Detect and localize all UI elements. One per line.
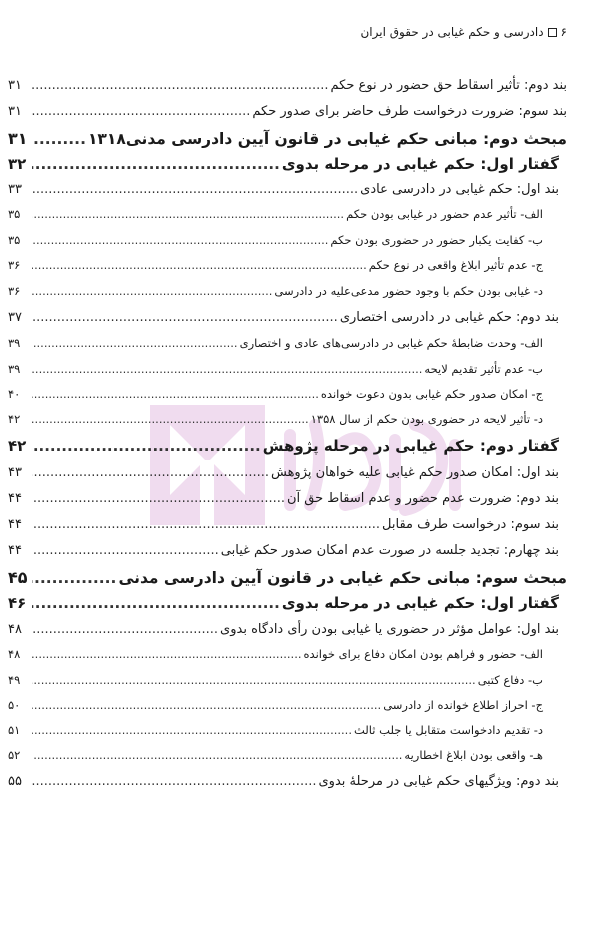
dot-leader xyxy=(32,543,219,558)
toc-entry[interactable] xyxy=(8,491,567,506)
dot-leader xyxy=(32,517,380,532)
toc-entry-sub[interactable] xyxy=(8,233,567,247)
toc-entry-sub[interactable] xyxy=(8,673,567,687)
toc-entry-title: ج- عدم تأثیر ابلاغ واقعی در نوع حکم xyxy=(368,258,543,272)
dot-leader xyxy=(32,207,344,221)
toc-entry[interactable] xyxy=(8,622,567,637)
toc-entry-page: ۳۱ xyxy=(8,104,22,119)
toc-entry-title: بند اول: حکم غیابی در دادرسی عادی xyxy=(360,182,559,197)
toc-entry-sub[interactable] xyxy=(8,284,567,298)
toc-entry-page: ۳۱ xyxy=(8,129,28,148)
toc-entry-title: گفتار اول: حکم غیابی در مرحله بدوی xyxy=(281,594,559,612)
toc-entry-title: گفتار اول: حکم غیابی در مرحله بدوی xyxy=(281,155,559,173)
toc-entry-title: الف- وحدت ضابطهٔ حکم غیابی در دادرسی‌های عادی و اختصاری xyxy=(239,336,543,350)
toc-entry-sub[interactable] xyxy=(8,258,567,272)
toc-entry-sub[interactable] xyxy=(8,207,567,221)
toc-entry-page: ۴۲ xyxy=(8,437,27,455)
toc-entry-title: الف- حضور و فراهم بودن امکان دفاع برای خوانده xyxy=(303,647,543,661)
dot-leader xyxy=(32,362,422,376)
dot-leader xyxy=(32,594,280,612)
header-page-number: ۶ xyxy=(560,25,567,39)
dot-leader xyxy=(32,698,381,712)
dot-leader xyxy=(32,491,285,506)
toc-entry-chapter[interactable] xyxy=(8,437,567,455)
toc-entry-page: ۳۳ xyxy=(8,182,22,197)
dot-leader xyxy=(32,437,261,455)
toc-entry-title: مبحث سوم: مبانی حکم غیابی در قانون آیین دادرسی مدنی xyxy=(118,569,567,587)
toc-entry-sub[interactable] xyxy=(8,336,567,350)
toc-entry-title: بند اول: امکان صدور حکم غیابی علیه خواهان پژوهش xyxy=(271,465,559,480)
toc-entry-page: ۴۶ xyxy=(8,594,27,612)
toc-entry-page: ۴۸ xyxy=(8,622,22,637)
dot-leader xyxy=(32,104,250,119)
toc-entry-page: ۳۷ xyxy=(8,310,22,325)
dot-leader xyxy=(32,233,328,247)
toc-entry-page: ۳۵ xyxy=(8,207,21,221)
toc-entry-title: بند دوم: حکم غیابی در دادرسی اختصاری xyxy=(339,310,559,325)
toc-entry-page: ۴۹ xyxy=(8,673,21,687)
toc-entry-page: ۴۸ xyxy=(8,647,21,661)
dot-leader xyxy=(32,258,367,272)
dot-leader xyxy=(32,182,358,197)
toc-entry-page: ۴۴ xyxy=(8,491,22,506)
toc-entry[interactable] xyxy=(8,774,567,789)
dot-leader xyxy=(32,130,86,148)
toc-entry-title: بند چهارم: تجدید جلسه در صورت عدم امکان صدور حکم غیابی xyxy=(220,543,559,558)
toc-entry-sub[interactable] xyxy=(8,723,567,737)
toc-entry-chapter[interactable] xyxy=(8,155,567,173)
toc-entry[interactable] xyxy=(8,310,567,325)
toc-entry-page: ۳۶ xyxy=(8,258,21,272)
toc-entry-page: ۳۲ xyxy=(8,155,27,173)
toc-entry[interactable] xyxy=(8,517,567,532)
toc-entry-title: ج- امکان صدور حکم غیابی بدون دعوت خوانده xyxy=(320,387,543,401)
toc-entry-title: د- غیابی بودن حکم با وجود حضور مدعی‌علیه در دادرسی xyxy=(274,284,543,298)
toc-entry-page: ۳۹ xyxy=(8,336,21,350)
toc-entry-page: ۴۰ xyxy=(8,387,21,401)
dot-leader xyxy=(32,78,329,93)
dot-leader xyxy=(32,723,352,737)
toc-entry-title: بند اول: عوامل مؤثر در حضوری یا غیابی بودن رأی دادگاه بدوی xyxy=(220,622,559,637)
toc-entry-page: ۵۰ xyxy=(8,698,21,712)
toc-entry-page: ۵۲ xyxy=(8,748,21,762)
toc-entry-title: ب- کفایت یکبار حضور در حضوری بودن حکم xyxy=(330,233,543,247)
toc-entry-sub[interactable] xyxy=(8,387,567,401)
toc-entry-title: بند سوم: ضرورت درخواست طرف حاضر برای صدور حکم xyxy=(252,104,567,119)
toc-entry-section[interactable] xyxy=(8,568,567,587)
toc-entry-chapter[interactable] xyxy=(8,594,567,612)
toc-entry-page: ۴۵ xyxy=(8,568,28,587)
toc-entry-page: ۴۳ xyxy=(8,465,22,480)
dot-leader xyxy=(32,647,302,661)
toc-entry-page: ۳۶ xyxy=(8,284,21,298)
toc-entry-page: ۴۴ xyxy=(8,543,22,558)
toc-entry-sub[interactable] xyxy=(8,748,567,762)
toc-entry[interactable] xyxy=(8,465,567,480)
dot-leader xyxy=(32,387,319,401)
dot-leader xyxy=(32,336,238,350)
toc-entry[interactable] xyxy=(8,104,567,119)
toc-entry-title: بند دوم: ویژگیهای حکم غیابی در مرحلهٔ بدوی xyxy=(318,774,559,789)
toc-entry-sub[interactable] xyxy=(8,412,567,426)
toc-entry[interactable] xyxy=(8,182,567,197)
dot-leader xyxy=(32,155,280,173)
toc-entry-title: د- تأثیر لایحه در حضوری بودن حکم از سال ۱۳۵۸ xyxy=(310,412,543,426)
toc-entry[interactable] xyxy=(8,543,567,558)
toc-entry-title: بند سوم: درخواست طرف مقابل xyxy=(382,517,559,532)
toc-entry-page: ۵۱ xyxy=(8,723,21,737)
toc-entry-title: گفتار دوم: حکم غیابی در مرحله پژوهش xyxy=(262,437,559,455)
toc-entry-page: ۳۹ xyxy=(8,362,21,376)
toc-entry-title: بند دوم: ضرورت عدم حضور و عدم اسقاط حق آن xyxy=(287,491,559,506)
toc-entry-section[interactable] xyxy=(8,129,567,148)
toc-entry-title: مبحث دوم: مبانی حکم غیابی در قانون آیین دادرسی مدنی۱۳۱۸ xyxy=(87,130,567,148)
dot-leader xyxy=(32,622,218,637)
toc-entry-page: ۳۵ xyxy=(8,233,21,247)
dot-leader xyxy=(32,284,272,298)
toc-entry-title: د- تقدیم دادخواست متقابل یا جلب ثالث xyxy=(354,723,543,737)
dot-leader xyxy=(32,310,338,325)
toc-entry-page: ۳۱ xyxy=(8,78,22,93)
dot-leader xyxy=(32,748,402,762)
toc-entry-page: ۴۴ xyxy=(8,517,22,532)
toc-entry-page: ۴۲ xyxy=(8,412,21,426)
dot-leader xyxy=(32,569,116,587)
toc-entry-title: هـ- واقعی بودن ابلاغ اخطاریه xyxy=(404,748,543,762)
toc-entry-sub[interactable] xyxy=(8,698,567,712)
dot-leader xyxy=(32,774,316,789)
toc-entry-page: ۵۵ xyxy=(8,774,22,789)
running-header xyxy=(360,25,567,39)
square-icon xyxy=(548,28,557,37)
dot-leader xyxy=(32,673,476,687)
dot-leader xyxy=(32,465,269,480)
toc-entry-title: الف- تأثیر عدم حضور در غیابی بودن حکم xyxy=(346,207,543,221)
toc-entry-title: ب- عدم تأثیر تقدیم لایحه xyxy=(424,362,543,376)
header-book-title: دادرسی و حکم غیابی در حقوق ایران xyxy=(360,25,544,39)
toc-entry-title: ج- احراز اطلاع خوانده از دادرسی xyxy=(383,698,543,712)
toc-entry-title: ب- دفاع کتبی xyxy=(477,673,543,687)
toc-entry-sub[interactable] xyxy=(8,647,567,661)
toc-entry-title: بند دوم: تأثیر اسقاط حق حضور در نوع حکم xyxy=(330,78,567,93)
toc-entry[interactable] xyxy=(8,78,567,93)
dot-leader xyxy=(32,412,309,426)
toc-entry-sub[interactable] xyxy=(8,362,567,376)
